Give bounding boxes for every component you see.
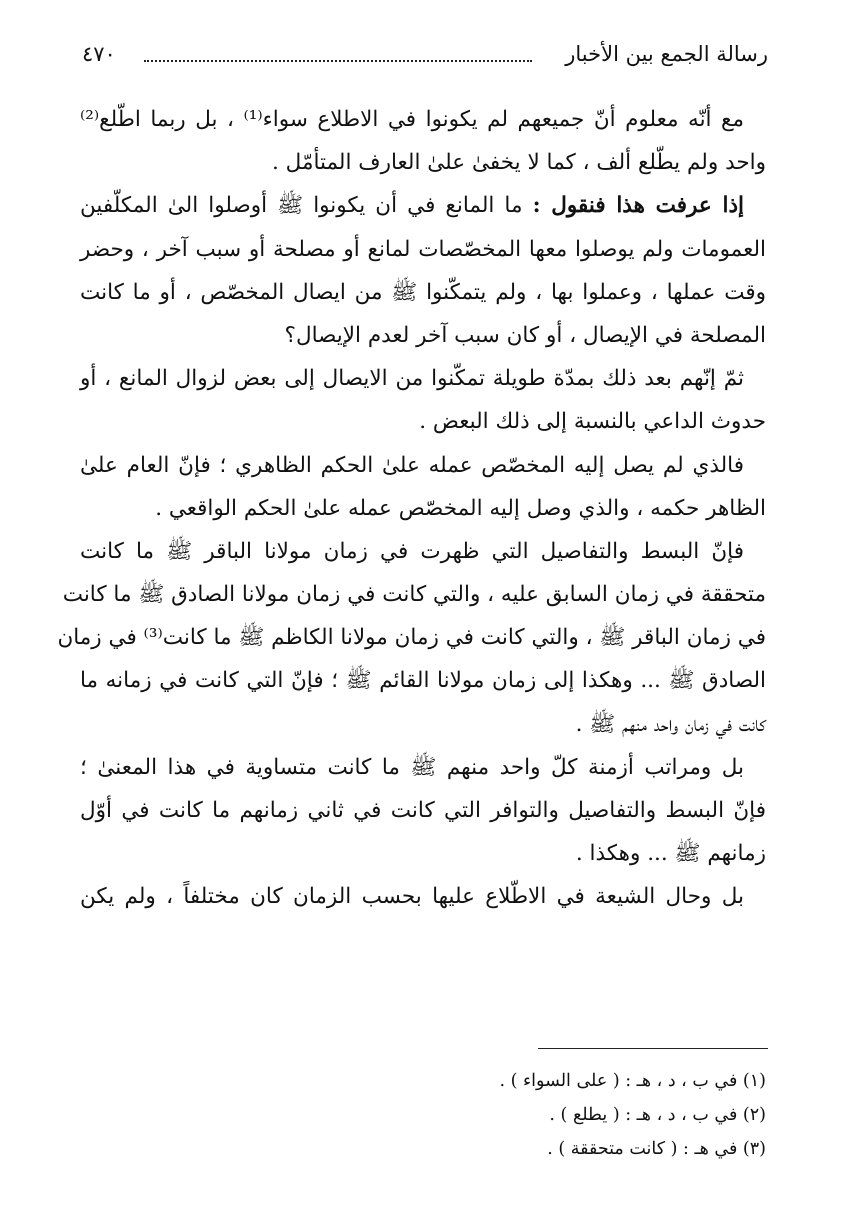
text-line: فإنّ البسط والتفاصيل التي ظهرت في زمان مولانا الباقر ﷺ ما كانت <box>80 538 744 564</box>
footnote: (١) في ب ، د ، هـ : ( على السواء ) . <box>499 1071 766 1091</box>
footnotes <box>80 1064 766 1166</box>
running-title: رسالة الجمع بين الأخبار <box>565 42 768 66</box>
text-line: مع أنّه معلوم أنّ جميعهم لم يكونوا في الاطلاع سواء⁽¹⁾ ، بل ربما اطّلع⁽²⁾ <box>80 107 744 132</box>
text-line: حدوث الداعي بالنسبة إلى ذلك البعض . <box>419 409 766 435</box>
text-line: المصلحة في الإيصال ، أو كان سبب آخر لعدم الإيصال؟ <box>284 322 766 348</box>
main-text <box>57 98 766 919</box>
text-line: وقت عملها ، وعملوا بها ، ولم يتمكّنوا ﷺ من ايصال المخصّص ، أو ما كانت <box>80 279 766 305</box>
lead-phrase: إذا عرفت هذا فنقول : <box>532 193 744 219</box>
text-line: زمانهم ﷺ ... وهكذا . <box>575 841 766 867</box>
text-line: ثمّ إنّهم بعد ذلك بمدّة طويلة تمكّنوا من الايصال إلى بعض لزوال المانع ، أو <box>80 366 744 392</box>
text-line-rest: ما المانع في أن يكونوا ﷺ أوصلوا الىٰ المكلّفين <box>80 193 523 219</box>
footnote: (٣) في هـ : ( كانت متحققة ) . <box>547 1139 766 1159</box>
text-line <box>80 184 766 227</box>
footnote: (٢) في ب ، د ، هـ : ( يطلع ) . <box>549 1105 766 1125</box>
text-line: فالذي لم يصل إليه المخصّص عمله علىٰ الحكم الظاهري ؛ فإنّ العام علىٰ <box>80 452 744 478</box>
text-line: بل ومراتب أزمنة كلّ واحد منهم ﷺ ما كانت متساوية في هذا المعنىٰ ؛ <box>80 754 744 780</box>
text-line: الصادق ﷺ ... وهكذا إلى زمان مولانا القائم ﷺ ؛ فإنّ التي كانت في زمانه ما <box>80 668 766 694</box>
page-number: ٤٧٠ <box>82 42 116 66</box>
text-line: واحد ولم يطّلع ألف ، كما لا يخفىٰ علىٰ العارف المتأمّل . <box>272 150 766 176</box>
footnote-separator <box>538 1048 768 1049</box>
running-header <box>82 34 768 74</box>
text-line: كانت في زمان واحد منهم ﷺ . <box>575 711 766 737</box>
text-line: بل وحال الشيعة في الاطّلاع عليها بحسب الزمان كان مختلفاً ، ولم يكن <box>80 884 744 910</box>
text-line: العمومات ولم يوصلوا معها المخصّصات لمانع أو مصلحة أو سبب آخر ، وحضر <box>80 236 766 262</box>
text-line: في زمان الباقر ﷺ ، والتي كانت في زمان مولانا الكاظم ﷺ ما كانت⁽³⁾ في زمان <box>57 625 766 651</box>
header-dot-leader <box>144 38 532 62</box>
text-line: متحققة في زمان السابق عليه ، والتي كانت في زمان مولانا الصادق ﷺ ما كانت <box>62 582 766 608</box>
text-line: الظاهر حكمه ، والذي وصل إليه المخصّص عمله علىٰ الحكم الواقعي . <box>155 495 766 521</box>
text-line: فإنّ البسط والتفاصيل والتوافر التي كانت في ثاني زمانهم ما كانت في أوّل <box>80 798 766 823</box>
